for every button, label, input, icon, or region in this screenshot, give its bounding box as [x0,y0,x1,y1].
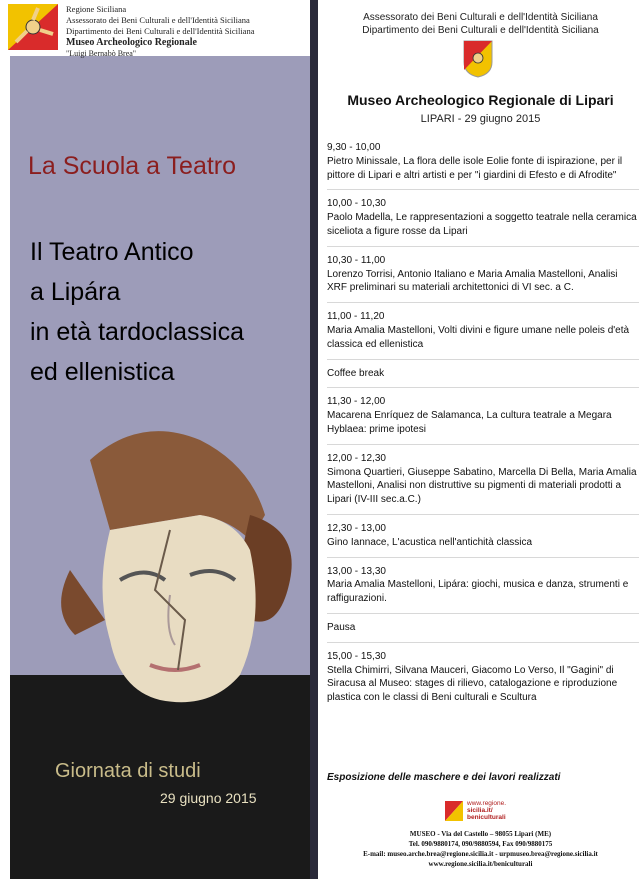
beniculturali-logo [443,797,523,823]
footer-address: MUSEO - Via del Castello – 98055 Lipari (ME) [409,830,552,838]
right-header-line1: Assessorato dei Beni Culturali e dell'Identità Siciliana [363,12,598,23]
logo-line-1: www.regione. [467,800,507,807]
session-desc: Pietro Minissale, La flora delle isole Eolie fonte di ispirazione, per il pittore di Lipari e altri artisti e per "i giardini di Efesto e di Afrodite" [327,155,623,181]
giornata-label: Giornata di studi [55,760,201,782]
trinacria-logo-icon [8,4,58,50]
session-time: 9,30 - 10,00 [327,142,381,153]
dipartimento: Dipartimento dei Beni Culturali e dell'Identità Siciliana [66,26,255,36]
session-time: 11,00 - 11,20 [327,311,385,323]
program-session [327,197,639,246]
session-time: 11,30 - 12,00 [327,396,386,408]
program-session [327,395,639,444]
title-line: a Lipára [30,278,121,306]
scuola-heading: La Scuola a Teatro [28,152,237,180]
museum-dedication: "Luigi Bernabò Brea" [66,49,137,58]
program-session [327,452,639,515]
program-title: Museo Archeologico Regionale di Lipari [347,92,614,108]
footer-email[interactable]: E-mail: museo.arche.brea@regione.sicilia.it - urpmuseo.brea@regione.sicilia.it [363,850,598,858]
assessorato: Assessorato dei Beni Culturali e dell'Identità Siciliana [66,15,250,25]
session-desc: Lorenzo Torrisi, Antonio Italiano e Maria Amalia Mastelloni, Analisi XRF preliminari su materiali architettonici di VI sec. a C. [327,268,618,294]
title-line: Il Teatro Antico [30,238,194,266]
museum-name: Museo Archeologico Regionale [66,37,197,48]
main-title [30,232,244,392]
session-time: 13,00 - 13,30 [327,565,386,577]
region-name: Regione Siciliana [66,4,127,14]
session-time: 12,00 - 12,30 [327,452,386,464]
program-list [327,141,639,719]
session-desc: Macarena Enríquez de Salamanca, La cultura teatrale a Megara Hyblaea: prime ipotesi [327,410,612,435]
footer-website[interactable]: www.regione.sicilia.it/beniculturali [428,860,533,868]
program-subtitle: LIPARI - 29 giugno 2015 [420,113,541,125]
title-line: in età tardoclassica [30,318,245,346]
right-column [318,0,643,879]
event-date: 29 giugno 2015 [160,790,257,806]
header-left-text [66,4,254,59]
program-session [327,522,639,558]
left-column [0,0,313,879]
session-desc: Stella Chimirri, Silvana Mauceri, Giacomo Lo Verso, Il "Gagini" di Siracusa al Museo: stages di rilievo, catalogazione e riproduzione plastica con le classi di Beni culturali e Scultura [327,664,618,704]
session-time: 15,00 - 15,30 [327,650,386,662]
program-session [327,310,639,359]
session-desc: Pausa [327,621,356,633]
program-break [327,367,639,389]
session-desc: Maria Amalia Mastelloni, Lipára: giochi, musica e danza, strumenti e raffigurazioni. [327,579,629,605]
exhibition-note: Esposizione delle maschere e dei lavori realizzati [327,772,561,783]
session-desc: Maria Amalia Mastelloni, Volti divini e figure umane nelle poleis d'età classica ed ellenistica [327,324,630,350]
program-session [327,141,639,190]
session-desc: Coffee break [327,367,385,379]
session-time: 10,00 - 10,30 [327,198,386,210]
trinacria-shield-icon [463,40,493,78]
theatre-mask-image [50,420,300,720]
session-desc: Paolo Madella, Le rappresentazioni a soggetto teatrale nella ceramica siceliota a figure rosse da Lipari [327,212,637,237]
session-desc: Gino Iannace, L'acustica nell'antichità classica [327,536,533,548]
right-header-line2: Dipartimento dei Beni Culturali e dell'Identità Siciliana [362,25,599,36]
session-time: 12,30 - 13,00 [327,522,386,534]
logo-line-3: beniculturali [467,814,506,821]
title-line: ed ellenistica [30,358,175,386]
program-session [327,650,639,712]
program-session [327,565,639,614]
logo-line-2: sicilia.it/ [467,807,493,814]
footer-contacts [318,829,643,869]
footer-phone: Tel. 090/9880174, 090/9880594, Fax 090/9880175 [408,840,553,848]
session-desc: Simona Quartieri, Giuseppe Sabatino, Marcella Di Bella, Maria Amalia Mastelloni, Analisi non distruttive su pigmenti di materiali prodotti a Lipari (IV-III sec.a.C.) [327,466,637,506]
spine-divider [310,0,318,879]
session-time: 10,30 - 11,00 [327,254,386,266]
program-break [327,621,639,643]
program-session [327,254,639,303]
